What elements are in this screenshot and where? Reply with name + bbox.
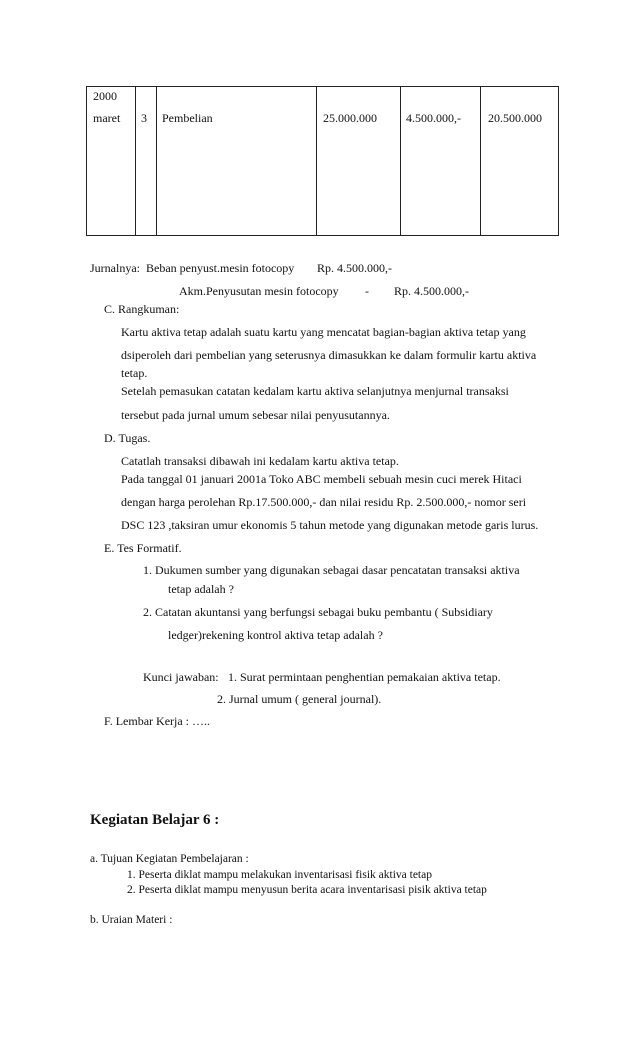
section-d-line: Catatlah transaksi dibawah ini kedalam kartu aktiva tetap. bbox=[121, 454, 399, 468]
section-c-line: Setelah pemasukan catatan kedalam kartu aktiva selanjutnya menjurnal transaksi bbox=[121, 384, 509, 398]
fixed-asset-card-table bbox=[86, 86, 559, 236]
credit-text: 4.500.000,- bbox=[406, 111, 461, 125]
day-cell bbox=[136, 87, 157, 236]
journal-debit-account: Beban penyust.mesin fotocopy bbox=[146, 261, 295, 275]
answer-key-2: 2. Jurnal umum ( general journal). bbox=[217, 692, 382, 706]
quiz-item: 1. Dukumen sumber yang digunakan sebagai dasar pencatatan transaksi aktiva bbox=[143, 563, 520, 577]
material-title: b. Uraian Materi : bbox=[90, 914, 173, 926]
year-text: 2000 bbox=[93, 89, 117, 103]
section-d-line: DSC 123 ,taksiran umur ekonomis 5 tahun metode yang digunakan metode garis lurus. bbox=[121, 518, 539, 532]
journal-credit-amount: Rp. 4.500.000,- bbox=[394, 284, 469, 298]
description-text: Pembelian bbox=[162, 111, 213, 125]
answer-key-1: 1. Surat permintaan penghentian pemakaian aktiva tetap. bbox=[228, 670, 501, 684]
journal-credit-dash: - bbox=[365, 284, 369, 298]
debit-cell bbox=[317, 87, 401, 236]
section-e-title: E. Tes Formatif. bbox=[104, 541, 182, 555]
section-c-line: tersebut pada jurnal umum sebesar nilai penyusutannya. bbox=[121, 408, 390, 422]
description-cell bbox=[157, 87, 317, 236]
section-d-title: D. Tugas. bbox=[104, 431, 151, 445]
quiz-item-cont: ledger)rekening kontrol aktiva tetap adalah ? bbox=[168, 628, 383, 642]
objective-item: 1. Peserta diklat mampu melakukan inventarisasi fisik aktiva tetap bbox=[127, 869, 432, 881]
journal-label: Jurnalnya: bbox=[90, 261, 140, 275]
section-c-title: C. Rangkuman: bbox=[104, 302, 180, 316]
balance-text: 20.500.000 bbox=[488, 111, 542, 125]
section-c-line: tetap. bbox=[121, 366, 148, 380]
kegiatan-belajar-heading: Kegiatan Belajar 6 : bbox=[90, 812, 220, 828]
month-text: maret bbox=[93, 111, 121, 125]
date-cell bbox=[87, 87, 136, 236]
section-c-line: Kartu aktiva tetap adalah suatu kartu yang mencatat bagian-bagian aktiva tetap yang bbox=[121, 325, 526, 339]
objectives-title: a. Tujuan Kegiatan Pembelajaran : bbox=[90, 853, 249, 865]
section-f-title: F. Lembar Kerja : ….. bbox=[104, 714, 211, 728]
section-d-line: dengan harga perolehan Rp.17.500.000,- dan nilai residu Rp. 2.500.000,- nomor seri bbox=[121, 495, 527, 509]
journal-credit-account: Akm.Penyusutan mesin fotocopy bbox=[179, 284, 339, 298]
section-c-line: dsiperoleh dari pembelian yang seterusnya dimasukkan ke dalam formulir kartu aktiva bbox=[121, 348, 537, 362]
section-d-line: Pada tanggal 01 januari 2001a Toko ABC membeli sebuah mesin cuci merek Hitaci bbox=[121, 472, 522, 486]
credit-cell bbox=[401, 87, 481, 236]
balance-cell bbox=[481, 87, 559, 236]
journal-debit-amount: Rp. 4.500.000,- bbox=[317, 261, 392, 275]
debit-text: 25.000.000 bbox=[323, 111, 377, 125]
day-text: 3 bbox=[141, 111, 147, 125]
table-row bbox=[87, 87, 559, 236]
objective-item: 2. Peserta diklat mampu menyusun berita acara inventarisasi pisik aktiva tetap bbox=[127, 884, 487, 896]
quiz-item: 2. Catatan akuntansi yang berfungsi sebagai buku pembantu ( Subsidiary bbox=[143, 605, 493, 619]
answer-key-label: Kunci jawaban: bbox=[143, 670, 219, 684]
quiz-item-cont: tetap adalah ? bbox=[168, 582, 234, 596]
